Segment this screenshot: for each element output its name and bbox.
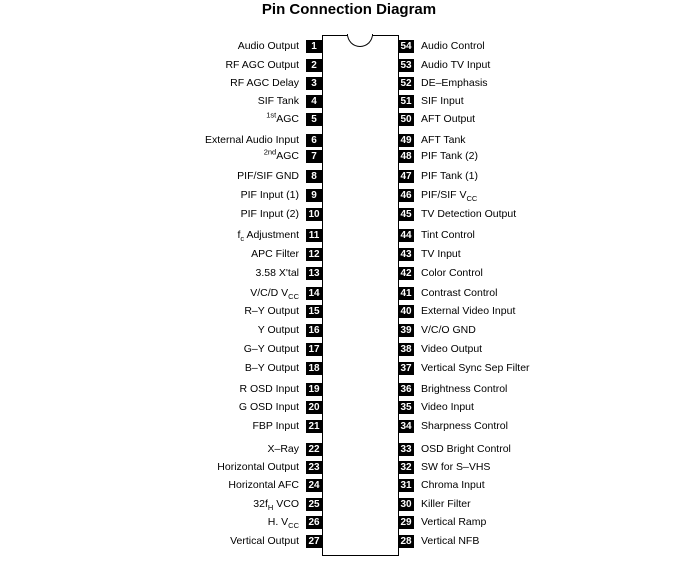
pin-label [421,133,466,148]
pin-label-text: AGC [276,113,299,125]
pin-number-badge: 52 [398,77,414,90]
pin-label-text: Audio Output [237,40,299,52]
pin-number-badge: 33 [398,443,414,456]
pin-label-text: R–Y Output [244,305,299,317]
pin-number-badge: 43 [398,248,414,261]
pin-label-text: Tint Control [421,229,475,241]
pin-label-text: AFT Tank [421,134,466,146]
pin-label-superscript: 2nd [263,147,277,157]
pin-number-badge: 47 [398,170,414,183]
pin-number-badge: 22 [306,443,322,456]
pin-label-text: Sharpness Control [421,420,508,432]
pin-number-badge: 31 [398,479,414,492]
pin-label [421,460,490,475]
pin-label [421,247,461,262]
pin-row-46 [0,189,698,202]
pin-number-badge: 23 [306,461,322,474]
pin-label-text: AGC [276,150,299,162]
pin-number-badge: 54 [398,40,414,53]
pin-number-badge: 46 [398,189,414,202]
pin-label-text: Killer Filter [421,498,471,510]
pin-row-35 [0,401,698,414]
pin-row-45 [0,208,698,221]
pin-label-text: Vertical Output [230,535,299,547]
pin-label-text: External Audio Input [205,134,299,146]
pin-label [421,112,475,127]
pin-label [421,361,530,376]
pin-label [421,188,477,203]
pin-label-text: TV Input [421,248,461,260]
pin-label [421,94,464,109]
pin-row-51 [0,95,698,108]
pin-label-text: OSD Bright Control [421,443,511,455]
pin-number-badge: 41 [398,287,414,300]
notch-cover [348,34,372,36]
pin-label-text: SIF Tank [257,95,299,107]
pin-number-badge: 14 [306,287,322,300]
pin-label [421,400,474,415]
pin-number-badge: 38 [398,343,414,356]
pin-number-badge: 26 [306,516,322,529]
pin-label-subscript: c [240,234,245,244]
pin-label [421,478,485,493]
pin-label [421,534,479,549]
pin-label-text: APC Filter [251,248,299,260]
pin-row-34 [0,420,698,433]
pin-label-text: RF AGC Delay [230,77,299,89]
pin-label-text: R OSD Input [239,383,299,395]
pin-number-badge: 48 [398,150,414,163]
pin-row-53 [0,59,698,72]
pin-number-badge: 32 [398,461,414,474]
pin-number-badge: 5 [306,113,322,126]
pin-label-text: Horizontal AFC [228,479,299,491]
pin-label-text: PIF/SIF GND [237,170,299,182]
pin-row-31 [0,479,698,492]
pin-label-text: RF AGC Output [225,59,299,71]
pin-label-text: 3.58 X'tal [255,267,299,279]
pin-number-badge: 19 [306,383,322,396]
pin-label [421,323,476,338]
pin-row-44 [0,229,698,242]
pin-number-badge: 34 [398,420,414,433]
pin-label-text: SIF Input [421,95,464,107]
pin-number-badge: 37 [398,362,414,375]
pin-label-text: PIF/SIF V [421,189,467,201]
pin-label-text: Horizontal Output [217,461,299,473]
pin-label [421,442,511,457]
pin-number-badge: 2 [306,59,322,72]
pin-row-32 [0,461,698,474]
pin-label [421,39,485,54]
pin-label-text: PIF Input (1) [240,189,299,201]
pin-label-text: Video Input [421,401,474,413]
pin-label-text: H. V [267,516,289,528]
pin-label-text: f [237,229,241,241]
pin-label-subscript: H [267,503,274,513]
pin-label-text: Color Control [421,267,483,279]
pin-number-badge: 16 [306,324,322,337]
pin-label-text: B–Y Output [244,362,299,374]
pin-label-text: Contrast Control [421,287,498,299]
pin-number-badge: 12 [306,248,322,261]
pin-row-43 [0,248,698,261]
pin-label-text: SW for S–VHS [421,461,491,473]
pin-row-30 [0,498,698,511]
pin-row-33 [0,443,698,456]
pin-number-badge: 50 [398,113,414,126]
pin-number-badge: 10 [306,208,322,221]
pin-row-50 [0,110,698,126]
pin-label-text: PIF Input (2) [240,208,299,220]
pin-label-text: Chroma Input [421,479,485,491]
pin-label-text: V/C/D V [250,287,289,299]
pin-number-badge: 35 [398,401,414,414]
pin-label [421,228,475,243]
pin-number-badge: 42 [398,267,414,280]
pin-number-badge: 30 [398,498,414,511]
pin-label-text: G OSD Input [238,401,299,413]
pin-number-badge: 21 [306,420,322,433]
pin-label [421,342,482,357]
pin-label [421,286,497,301]
pin-label [421,76,488,91]
pin-label-text: Audio Control [421,40,485,52]
pin-label [421,149,478,164]
pin-label [421,169,478,184]
pin-label [421,515,486,530]
pin-row-29 [0,516,698,529]
pin-label-text: G–Y Output [243,343,299,355]
pin-label-subscript: CC [288,292,299,302]
pin-row-40 [0,305,698,318]
pin-number-badge: 13 [306,267,322,280]
pin-number-badge: 7 [306,150,322,163]
pin-label-text: TV Detection Output [421,208,517,220]
pin-row-48 [0,147,698,163]
pin-label-text: Vertical NFB [421,535,480,547]
pin-number-badge: 1 [306,40,322,53]
pin-label-text: Y Output [257,324,299,336]
pin-label-text: DE–Emphasis [421,77,488,89]
pin-number-badge: 18 [306,362,322,375]
pin-number-badge: 27 [306,535,322,548]
pin-number-badge: 15 [306,305,322,318]
pin-number-badge: 25 [306,498,322,511]
pin-number-badge: 45 [398,208,414,221]
pin-label [421,382,507,397]
pin-label [421,207,516,222]
pin-row-54 [0,40,698,53]
pin-number-badge: 20 [306,401,322,414]
pin-row-37 [0,362,698,375]
pin-label-text: Vertical Sync Sep Filter [421,362,530,374]
pin-label [421,304,515,319]
pin-row-52 [0,77,698,90]
pin-row-49 [0,134,698,147]
pin-label-text-suffix: Adjustment [244,229,299,241]
pin-label-text: Video Output [421,343,483,355]
pin-row-47 [0,170,698,183]
pin-number-badge: 11 [306,229,322,242]
pin-row-39 [0,324,698,337]
pin-number-badge: 8 [306,170,322,183]
pin-label-text: AFT Output [421,113,476,125]
pin-label [421,266,483,281]
pin-number-badge: 40 [398,305,414,318]
pin-row-36 [0,383,698,396]
pin-number-badge: 4 [306,95,322,108]
pin-label-text: External Video Input [421,305,516,317]
pin-number-badge: 6 [306,134,322,147]
pin-label-text: V/C/O GND [421,324,476,336]
pin-number-badge: 36 [398,383,414,396]
diagram-title: Pin Connection Diagram [261,1,437,18]
pin-label [421,497,471,512]
pin-label-subscript: CC [466,194,478,204]
pin-number-badge: 49 [398,134,414,147]
pin-label-text: PIF Tank (2) [421,150,478,162]
pin-number-badge: 44 [398,229,414,242]
pin-label-text: 32f [253,498,268,510]
pin-row-38 [0,343,698,356]
pin-number-badge: 28 [398,535,414,548]
pin-number-badge: 24 [306,479,322,492]
pin-label-text: Brightness Control [421,383,508,395]
pin-label-superscript: 1st [266,110,277,120]
pin-label-text: Vertical Ramp [421,516,487,528]
pin-label-text: PIF Tank (1) [421,170,478,182]
pin-number-badge: 51 [398,95,414,108]
pin-label-subscript: CC [288,521,299,531]
pin-number-badge: 29 [398,516,414,529]
pin-label-text: X–Ray [267,443,299,455]
pin-number-badge: 9 [306,189,322,202]
pin-number-badge: 39 [398,324,414,337]
pin-label-text-suffix: VCO [273,498,299,510]
pin-row-41 [0,287,698,300]
pin-row-28 [0,535,698,548]
pin-number-badge: 17 [306,343,322,356]
pin-label [421,419,508,434]
pin-label-text: FBP Input [252,420,299,432]
pin-label [421,58,490,73]
pin-label-text: Audio TV Input [421,59,491,71]
pin-row-42 [0,267,698,280]
pin-number-badge: 53 [398,59,414,72]
pin-number-badge: 3 [306,77,322,90]
